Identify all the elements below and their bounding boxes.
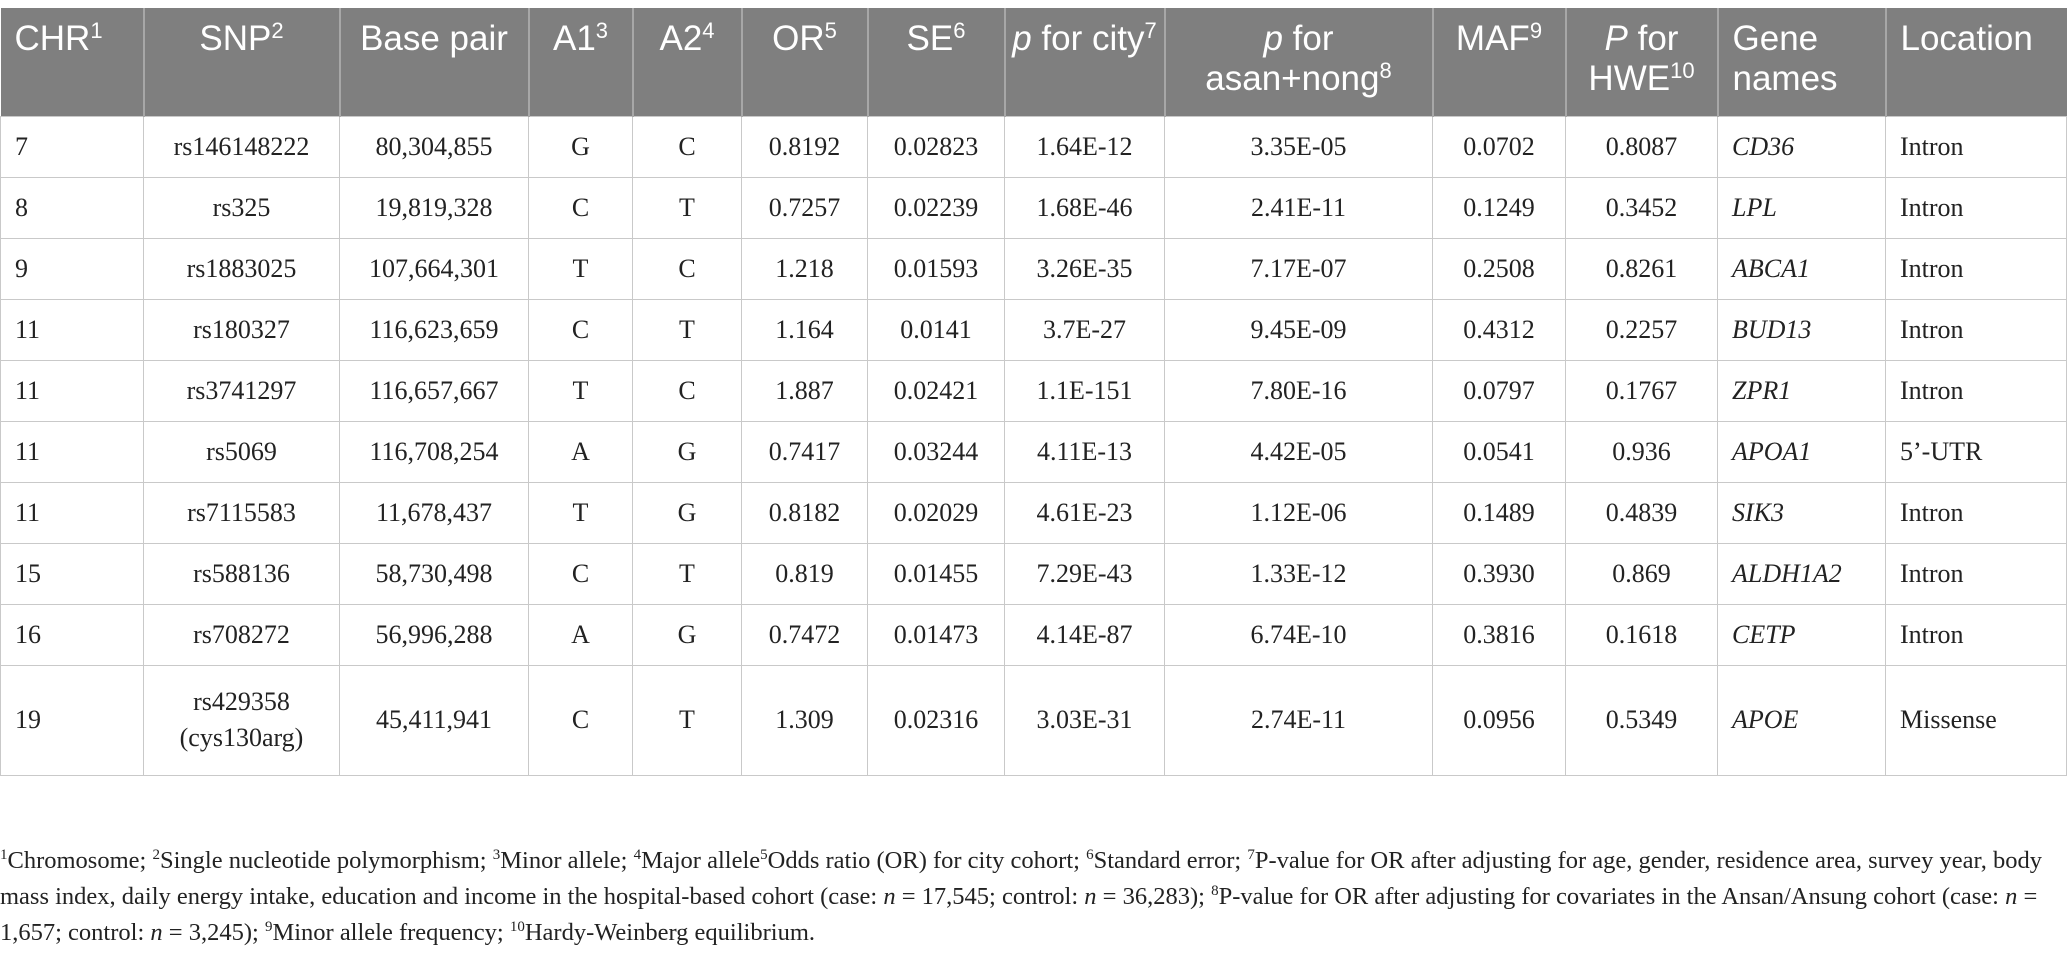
header-a1: $A1^3$ <box>529 8 633 116</box>
cell-gene: LPL <box>1718 177 1886 238</box>
cell-p-city: 3.03E-31 <box>1005 665 1165 775</box>
table-row <box>1 360 2067 421</box>
cell-base-pair: 58,730,498 <box>340 543 529 604</box>
footnote-text: P-value for OR after adjusting for age, gender, residence area, survey year, body mass index, daily energy intake, education and income in the hospital-based cohort (case: <box>0 847 2042 910</box>
cell-chr: 8 <box>1 177 144 238</box>
table-row <box>1 665 2067 775</box>
cell-a2: G <box>633 421 742 482</box>
cell-maf: 0.0702 <box>1433 116 1566 177</box>
cell-a2: C <box>633 238 742 299</box>
cell-snp: rs3741297 <box>144 360 340 421</box>
footnote-text: Single nucleotide polymorphism; <box>159 847 493 874</box>
cell-a1: T <box>529 360 633 421</box>
cell-p-hwe: 0.8087 <box>1566 116 1718 177</box>
table-row <box>1 299 2067 360</box>
cell-chr: 7 <box>1 116 144 177</box>
cell-base-pair: 45,411,941 <box>340 665 529 775</box>
cell-p-asan-nong: 9.45E-09 <box>1165 299 1433 360</box>
footnote-variable: n <box>150 919 163 946</box>
cell-or: 0.7417 <box>742 421 868 482</box>
cell-gene: BUD13 <box>1718 299 1886 360</box>
cell-location: Intron <box>1886 482 2067 543</box>
table-row <box>1 543 2067 604</box>
cell-a1: C <box>529 665 633 775</box>
cell-p-hwe: 0.4839 <box>1566 482 1718 543</box>
cell-chr: 9 <box>1 238 144 299</box>
cell-se: 0.02316 <box>868 665 1005 775</box>
cell-p-asan-nong: 7.17E-07 <box>1165 238 1433 299</box>
cell-or: 0.8192 <box>742 116 868 177</box>
cell-or: 1.164 <box>742 299 868 360</box>
cell-a1: C <box>529 177 633 238</box>
cell-p-hwe: 0.1618 <box>1566 604 1718 665</box>
table-header-row <box>1 8 2067 116</box>
footnote-marker: 1 <box>0 847 8 863</box>
footnote-variable: n <box>2005 883 2018 910</box>
cell-se: 0.01593 <box>868 238 1005 299</box>
footnote-marker: 10 <box>509 919 525 935</box>
cell-maf: 0.4312 <box>1433 299 1566 360</box>
cell-location: Missense <box>1886 665 2067 775</box>
cell-p-asan-nong: 2.41E-11 <box>1165 177 1433 238</box>
cell-a2: C <box>633 360 742 421</box>
cell-p-hwe: 0.869 <box>1566 543 1718 604</box>
cell-se: 0.02421 <box>868 360 1005 421</box>
footnote-marker: 7 <box>1247 847 1255 863</box>
header-location: Location <box>1886 8 2067 116</box>
header-chr: CHR$^1$ <box>1 8 144 116</box>
table-row <box>1 177 2067 238</box>
cell-or: 0.8182 <box>742 482 868 543</box>
cell-maf: 0.1249 <box>1433 177 1566 238</box>
cell-p-city: 4.61E-23 <box>1005 482 1165 543</box>
cell-p-hwe: 0.5349 <box>1566 665 1718 775</box>
cell-or: 0.819 <box>742 543 868 604</box>
cell-snp: rs325 <box>144 177 340 238</box>
cell-snp: rs1883025 <box>144 238 340 299</box>
header-gene-names: Gene names <box>1718 8 1886 116</box>
footnote-text: = 1,657; control: <box>0 883 2038 946</box>
table-row <box>1 604 2067 665</box>
snp-association-table <box>0 8 2067 776</box>
cell-location: Intron <box>1886 116 2067 177</box>
cell-a2: T <box>633 177 742 238</box>
cell-se: 0.02823 <box>868 116 1005 177</box>
cell-location: Intron <box>1886 177 2067 238</box>
cell-maf: 0.0956 <box>1433 665 1566 775</box>
cell-a2: T <box>633 543 742 604</box>
footnote-text: Minor allele frequency; <box>272 919 510 946</box>
cell-snp: rs7115583 <box>144 482 340 543</box>
cell-p-city: 1.1E-151 <box>1005 360 1165 421</box>
footnote-variable: n <box>883 883 896 910</box>
footnote-marker: 6 <box>1086 847 1094 863</box>
header-base-pair: Base pair <box>340 8 529 116</box>
cell-a1: T <box>529 238 633 299</box>
footnote-text: Hardy-Weinberg equilibrium. <box>524 919 815 946</box>
cell-maf: 0.0541 <box>1433 421 1566 482</box>
cell-p-asan-nong: 3.35E-05 <box>1165 116 1433 177</box>
cell-a1: C <box>529 299 633 360</box>
cell-snp: rs146148222 <box>144 116 340 177</box>
cell-p-city: 3.26E-35 <box>1005 238 1165 299</box>
cell-maf: 0.3930 <box>1433 543 1566 604</box>
footnote-marker: 8 <box>1211 883 1219 899</box>
cell-location: Intron <box>1886 604 2067 665</box>
cell-a2: T <box>633 665 742 775</box>
footnote-marker: 2 <box>152 847 160 863</box>
footnote-marker: 9 <box>264 919 273 935</box>
cell-se: 0.01455 <box>868 543 1005 604</box>
table-row <box>1 482 2067 543</box>
cell-or: 1.309 <box>742 665 868 775</box>
footnote-text: Odds ratio (OR) for city cohort; <box>767 847 1087 874</box>
table-body <box>1 116 2067 775</box>
cell-location: Intron <box>1886 360 2067 421</box>
cell-p-asan-nong: 1.12E-06 <box>1165 482 1433 543</box>
cell-maf: 0.2508 <box>1433 238 1566 299</box>
cell-a1: T <box>529 482 633 543</box>
cell-p-asan-nong: 1.33E-12 <box>1165 543 1433 604</box>
footnote-text: = 36,283); <box>1096 883 1212 910</box>
cell-se: 0.02239 <box>868 177 1005 238</box>
header-p-asan-nong: p for asan+nong$^8$ <box>1165 8 1433 116</box>
footnote-text: = 17,545; control: <box>895 883 1085 910</box>
cell-chr: 16 <box>1 604 144 665</box>
cell-gene: ALDH1A2 <box>1718 543 1886 604</box>
cell-p-asan-nong: 4.42E-05 <box>1165 421 1433 482</box>
cell-chr: 11 <box>1 360 144 421</box>
cell-chr: 15 <box>1 543 144 604</box>
cell-chr: 11 <box>1 421 144 482</box>
cell-p-hwe: 0.3452 <box>1566 177 1718 238</box>
cell-maf: 0.1489 <box>1433 482 1566 543</box>
cell-snp: rs429358 (cys130arg) <box>144 665 340 775</box>
footnote-text: Chromosome; <box>7 847 153 874</box>
header-a2: $A2^4$ <box>633 8 742 116</box>
cell-chr: 11 <box>1 482 144 543</box>
cell-or: 1.887 <box>742 360 868 421</box>
header-p-city: p for city$^7$ <box>1005 8 1165 116</box>
cell-se: 0.03244 <box>868 421 1005 482</box>
footnote-marker: 4 <box>633 847 642 863</box>
cell-maf: 0.3816 <box>1433 604 1566 665</box>
cell-p-asan-nong: 6.74E-10 <box>1165 604 1433 665</box>
cell-gene: APOA1 <box>1718 421 1886 482</box>
cell-p-asan-nong: 2.74E-11 <box>1165 665 1433 775</box>
header-maf: MAF$^9$ <box>1433 8 1566 116</box>
cell-p-city: 1.68E-46 <box>1005 177 1165 238</box>
cell-gene: CD36 <box>1718 116 1886 177</box>
cell-a2: G <box>633 604 742 665</box>
cell-location: Intron <box>1886 299 2067 360</box>
cell-a1: G <box>529 116 633 177</box>
cell-p-city: 4.11E-13 <box>1005 421 1165 482</box>
footnote-text: = 3,245); <box>162 919 265 946</box>
cell-gene: ZPR1 <box>1718 360 1886 421</box>
cell-base-pair: 11,678,437 <box>340 482 529 543</box>
cell-snp: rs588136 <box>144 543 340 604</box>
cell-a1: C <box>529 543 633 604</box>
cell-p-city: 3.7E-27 <box>1005 299 1165 360</box>
cell-a2: G <box>633 482 742 543</box>
results-table-container <box>0 8 2066 776</box>
footnote-text: Minor allele; <box>500 847 634 874</box>
cell-se: 0.01473 <box>868 604 1005 665</box>
cell-or: 0.7472 <box>742 604 868 665</box>
footnote-variable: n <box>1084 883 1097 910</box>
cell-base-pair: 107,664,301 <box>340 238 529 299</box>
cell-snp: rs180327 <box>144 299 340 360</box>
cell-base-pair: 80,304,855 <box>340 116 529 177</box>
cell-se: 0.0141 <box>868 299 1005 360</box>
cell-se: 0.02029 <box>868 482 1005 543</box>
footnote-text: P-value for OR after adjusting for covariates in the Ansan/Ansung cohort (case: <box>1218 883 2006 910</box>
cell-location: Intron <box>1886 543 2067 604</box>
cell-p-city: 4.14E-87 <box>1005 604 1165 665</box>
cell-a2: T <box>633 299 742 360</box>
cell-location: 5’-UTR <box>1886 421 2067 482</box>
cell-a1: A <box>529 604 633 665</box>
header-or: $OR^5$ <box>742 8 868 116</box>
cell-a1: A <box>529 421 633 482</box>
cell-gene: ABCA1 <box>1718 238 1886 299</box>
cell-base-pair: 116,623,659 <box>340 299 529 360</box>
cell-snp: rs5069 <box>144 421 340 482</box>
cell-a2: C <box>633 116 742 177</box>
header-se: $SE^6$ <box>868 8 1005 116</box>
cell-p-city: 1.64E-12 <box>1005 116 1165 177</box>
cell-maf: 0.0797 <box>1433 360 1566 421</box>
cell-chr: 19 <box>1 665 144 775</box>
table-footnote <box>0 843 2060 951</box>
cell-p-city: 7.29E-43 <box>1005 543 1165 604</box>
cell-base-pair: 56,996,288 <box>340 604 529 665</box>
table-row <box>1 116 2067 177</box>
footnote-marker: 3 <box>492 847 501 863</box>
cell-base-pair: 19,819,328 <box>340 177 529 238</box>
cell-p-hwe: 0.2257 <box>1566 299 1718 360</box>
cell-p-hwe: 0.1767 <box>1566 360 1718 421</box>
table-row <box>1 421 2067 482</box>
cell-gene: CETP <box>1718 604 1886 665</box>
cell-snp: rs708272 <box>144 604 340 665</box>
cell-p-hwe: 0.936 <box>1566 421 1718 482</box>
cell-p-hwe: 0.8261 <box>1566 238 1718 299</box>
cell-gene: SIK3 <box>1718 482 1886 543</box>
header-snp: SNP$^2$ <box>144 8 340 116</box>
cell-p-asan-nong: 7.80E-16 <box>1165 360 1433 421</box>
header-p-hwe: P for HWE$^{10}$ <box>1566 8 1718 116</box>
footnote-text: Standard error; <box>1093 847 1248 874</box>
cell-chr: 11 <box>1 299 144 360</box>
cell-gene: APOE <box>1718 665 1886 775</box>
cell-or: 1.218 <box>742 238 868 299</box>
table-row <box>1 238 2067 299</box>
cell-base-pair: 116,708,254 <box>340 421 529 482</box>
cell-or: 0.7257 <box>742 177 868 238</box>
footnote-marker: 5 <box>760 847 768 863</box>
footnote-text: Major allele <box>641 847 761 874</box>
cell-base-pair: 116,657,667 <box>340 360 529 421</box>
cell-location: Intron <box>1886 238 2067 299</box>
